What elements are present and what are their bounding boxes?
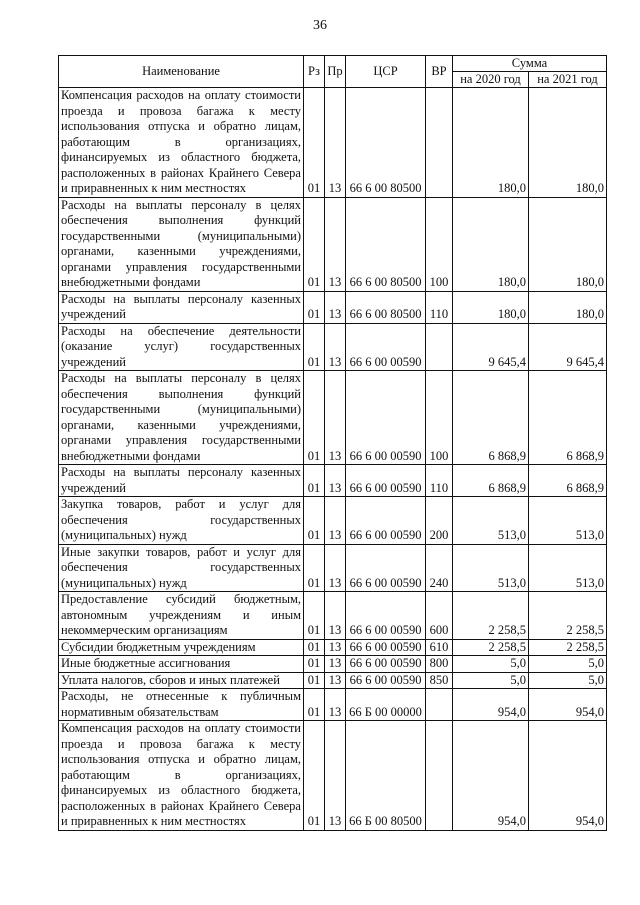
cell-name: Расходы на обеспечение деятельности (оказание услуг) государственных учреждений bbox=[59, 323, 304, 371]
header-year-2020: на 2020 год bbox=[453, 72, 529, 88]
cell-rz: 01 bbox=[304, 197, 325, 291]
cell-csr: 66 6 00 80500 bbox=[346, 291, 426, 323]
cell-2020: 513,0 bbox=[453, 544, 529, 592]
cell-csr: 66 6 00 00590 bbox=[346, 497, 426, 545]
cell-pr: 13 bbox=[325, 689, 346, 721]
table-row bbox=[59, 88, 607, 198]
cell-2021: 180,0 bbox=[529, 88, 607, 198]
cell-pr: 13 bbox=[325, 544, 346, 592]
cell-2020: 5,0 bbox=[453, 656, 529, 673]
cell-rz: 01 bbox=[304, 323, 325, 371]
table-row bbox=[59, 689, 607, 721]
table-row bbox=[59, 592, 607, 640]
cell-pr: 13 bbox=[325, 497, 346, 545]
cell-name: Компенсация расходов на оплату стоимости проезда и провоза багажа к месту использования отпуска и обратно лицам, работающим в организациях, финансируемых из областного бюджета, расположенных в районах Крайнего Севера и приравненных к ним местностях bbox=[59, 88, 304, 198]
table-row bbox=[59, 371, 607, 465]
cell-2020: 513,0 bbox=[453, 497, 529, 545]
table-row bbox=[59, 656, 607, 673]
budget-table bbox=[58, 55, 607, 831]
cell-vr bbox=[426, 689, 453, 721]
cell-csr: 66 6 00 80500 bbox=[346, 197, 426, 291]
cell-name: Расходы на выплаты персоналу казенных учреждений bbox=[59, 291, 304, 323]
cell-rz: 01 bbox=[304, 672, 325, 689]
cell-name: Закупка товаров, работ и услуг для обеспечения государственных (муниципальных) нужд bbox=[59, 497, 304, 545]
cell-2020: 9 645,4 bbox=[453, 323, 529, 371]
cell-csr: 66 6 00 00590 bbox=[346, 639, 426, 656]
header-sum: Сумма bbox=[453, 56, 607, 72]
cell-csr: 66 6 00 00590 bbox=[346, 465, 426, 497]
cell-rz: 01 bbox=[304, 465, 325, 497]
table-body bbox=[59, 88, 607, 831]
table-row bbox=[59, 672, 607, 689]
cell-pr: 13 bbox=[325, 721, 346, 831]
cell-2021: 954,0 bbox=[529, 689, 607, 721]
cell-pr: 13 bbox=[325, 88, 346, 198]
header-rz: Рз bbox=[304, 56, 325, 88]
cell-rz: 01 bbox=[304, 497, 325, 545]
cell-vr: 110 bbox=[426, 291, 453, 323]
cell-2020: 954,0 bbox=[453, 689, 529, 721]
cell-csr: 66 6 00 00590 bbox=[346, 544, 426, 592]
cell-name: Иные закупки товаров, работ и услуг для обеспечения государственных (муниципальных) нужд bbox=[59, 544, 304, 592]
cell-vr: 240 bbox=[426, 544, 453, 592]
cell-vr: 100 bbox=[426, 197, 453, 291]
cell-name: Предоставление субсидий бюджетным, автономным учреждениям и иным некоммерческим организациям bbox=[59, 592, 304, 640]
cell-vr: 800 bbox=[426, 656, 453, 673]
cell-csr: 66 Б 00 80500 bbox=[346, 721, 426, 831]
cell-vr bbox=[426, 323, 453, 371]
cell-pr: 13 bbox=[325, 197, 346, 291]
cell-2020: 2 258,5 bbox=[453, 592, 529, 640]
header-csr: ЦСР bbox=[346, 56, 426, 88]
cell-csr: 66 6 00 00590 bbox=[346, 323, 426, 371]
cell-pr: 13 bbox=[325, 323, 346, 371]
cell-pr: 13 bbox=[325, 639, 346, 656]
cell-2020: 5,0 bbox=[453, 672, 529, 689]
cell-name: Расходы на выплаты персоналу в целях обеспечения выполнения функций государственными (муниципальными) органами, казенными учреждениями, органами управления государственными внебюджетными фондами bbox=[59, 197, 304, 291]
cell-2021: 9 645,4 bbox=[529, 323, 607, 371]
cell-rz: 01 bbox=[304, 689, 325, 721]
cell-2020: 2 258,5 bbox=[453, 639, 529, 656]
cell-csr: 66 Б 00 00000 bbox=[346, 689, 426, 721]
cell-pr: 13 bbox=[325, 672, 346, 689]
table-row bbox=[59, 497, 607, 545]
header-vr: ВР bbox=[426, 56, 453, 88]
header-pr: Пр bbox=[325, 56, 346, 88]
cell-vr: 200 bbox=[426, 497, 453, 545]
cell-name: Уплата налогов, сборов и иных платежей bbox=[59, 672, 304, 689]
cell-rz: 01 bbox=[304, 592, 325, 640]
header-row bbox=[59, 56, 607, 72]
cell-name: Компенсация расходов на оплату стоимости проезда и провоза багажа к месту использования отпуска и обратно лицам, работающим в организациях, финансируемых из областного бюджета, расположенных в районах Крайнего Севера и приравненных к ним местностях bbox=[59, 721, 304, 831]
cell-2021: 180,0 bbox=[529, 291, 607, 323]
table-row bbox=[59, 197, 607, 291]
cell-2020: 954,0 bbox=[453, 721, 529, 831]
cell-rz: 01 bbox=[304, 544, 325, 592]
cell-2021: 2 258,5 bbox=[529, 592, 607, 640]
cell-2021: 513,0 bbox=[529, 544, 607, 592]
cell-csr: 66 6 00 00590 bbox=[346, 672, 426, 689]
cell-2021: 5,0 bbox=[529, 672, 607, 689]
page-number: 36 bbox=[313, 18, 327, 33]
cell-vr: 100 bbox=[426, 371, 453, 465]
cell-2020: 6 868,9 bbox=[453, 371, 529, 465]
cell-2021: 954,0 bbox=[529, 721, 607, 831]
cell-vr: 600 bbox=[426, 592, 453, 640]
cell-vr: 610 bbox=[426, 639, 453, 656]
cell-2020: 180,0 bbox=[453, 291, 529, 323]
cell-rz: 01 bbox=[304, 88, 325, 198]
cell-rz: 01 bbox=[304, 721, 325, 831]
cell-csr: 66 6 00 00590 bbox=[346, 371, 426, 465]
header-name: Наименование bbox=[59, 56, 304, 88]
header-year-2021: на 2021 год bbox=[529, 72, 607, 88]
cell-rz: 01 bbox=[304, 291, 325, 323]
cell-2020: 180,0 bbox=[453, 197, 529, 291]
cell-2020: 180,0 bbox=[453, 88, 529, 198]
cell-2021: 2 258,5 bbox=[529, 639, 607, 656]
table-row bbox=[59, 465, 607, 497]
cell-pr: 13 bbox=[325, 291, 346, 323]
cell-2021: 6 868,9 bbox=[529, 371, 607, 465]
table-row bbox=[59, 639, 607, 656]
cell-2021: 5,0 bbox=[529, 656, 607, 673]
table-row bbox=[59, 544, 607, 592]
table-row bbox=[59, 323, 607, 371]
cell-pr: 13 bbox=[325, 465, 346, 497]
cell-name: Субсидии бюджетным учреждениям bbox=[59, 639, 304, 656]
cell-rz: 01 bbox=[304, 371, 325, 465]
cell-2020: 6 868,9 bbox=[453, 465, 529, 497]
cell-rz: 01 bbox=[304, 656, 325, 673]
cell-csr: 66 6 00 80500 bbox=[346, 88, 426, 198]
cell-pr: 13 bbox=[325, 656, 346, 673]
cell-name: Иные бюджетные ассигнования bbox=[59, 656, 304, 673]
cell-pr: 13 bbox=[325, 592, 346, 640]
table-row bbox=[59, 721, 607, 831]
cell-name: Расходы на выплаты персоналу казенных учреждений bbox=[59, 465, 304, 497]
cell-2021: 6 868,9 bbox=[529, 465, 607, 497]
cell-vr bbox=[426, 721, 453, 831]
cell-rz: 01 bbox=[304, 639, 325, 656]
cell-csr: 66 6 00 00590 bbox=[346, 592, 426, 640]
cell-vr: 110 bbox=[426, 465, 453, 497]
cell-pr: 13 bbox=[325, 371, 346, 465]
table-row bbox=[59, 291, 607, 323]
cell-2021: 180,0 bbox=[529, 197, 607, 291]
cell-name: Расходы, не отнесенные к публичным нормативным обязательствам bbox=[59, 689, 304, 721]
cell-vr: 850 bbox=[426, 672, 453, 689]
cell-name: Расходы на выплаты персоналу в целях обеспечения выполнения функций государственными (муниципальными) органами, казенными учреждениями, органами управления государственными внебюджетными фондами bbox=[59, 371, 304, 465]
cell-2021: 513,0 bbox=[529, 497, 607, 545]
cell-csr: 66 6 00 00590 bbox=[346, 656, 426, 673]
cell-vr bbox=[426, 88, 453, 198]
